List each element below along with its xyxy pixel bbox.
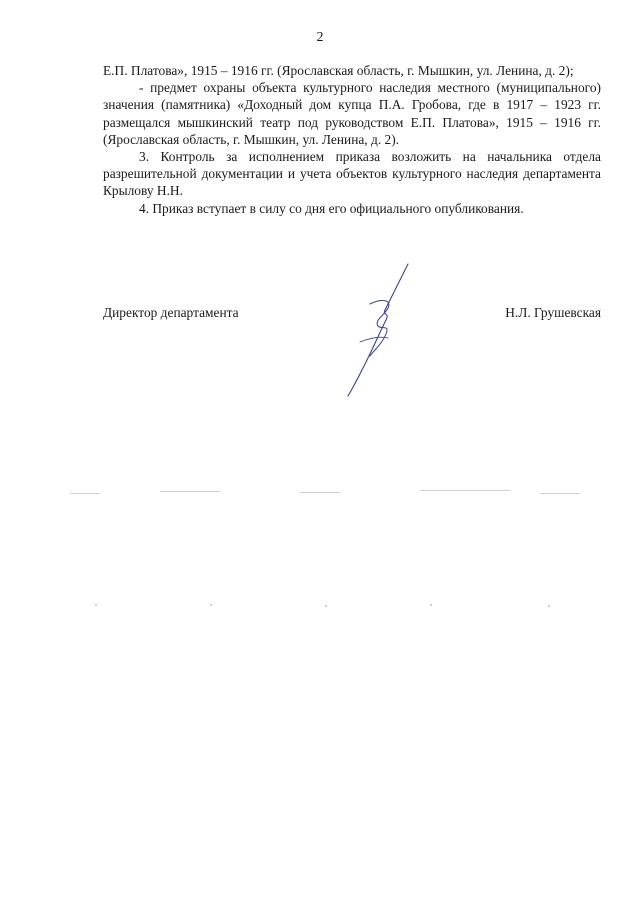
paragraph-item-4: 4. Приказ вступает в силу со дня его официального опубликования. bbox=[139, 200, 524, 216]
paragraph-continuation: Е.П. Платова», 1915 – 1916 гг. (Ярославская область, г. Мышкин, ул. Ленина, д. 2); bbox=[103, 63, 574, 78]
signatory-name: Н.Л. Грушевская bbox=[505, 305, 601, 320]
signature-stroke-main bbox=[348, 264, 408, 396]
paragraph-protection-subject: - предмет охраны объекта культурного наследия местного (муниципального) значения (памятника) «Доходный дом купца П.А. Гробова, где в 1917 – 1923 гг. размещался мышкинский театр под руководством Е.П. Платова», 1915 – 1916 гг. (Ярославская область, г. Мышкин, ул. Ленина, д. 2). bbox=[103, 80, 601, 147]
paragraph-item-3: 3. Контроль за исполнением приказа возложить на начальника отдела разрешительной документации и учета объектов культурного наследия департамента Крылову Н.Н. bbox=[103, 149, 601, 199]
signatory-position: Директор департамента bbox=[103, 305, 239, 320]
document-body bbox=[103, 62, 601, 217]
page-number: 2 bbox=[316, 30, 324, 45]
handwritten-signature bbox=[330, 258, 420, 398]
